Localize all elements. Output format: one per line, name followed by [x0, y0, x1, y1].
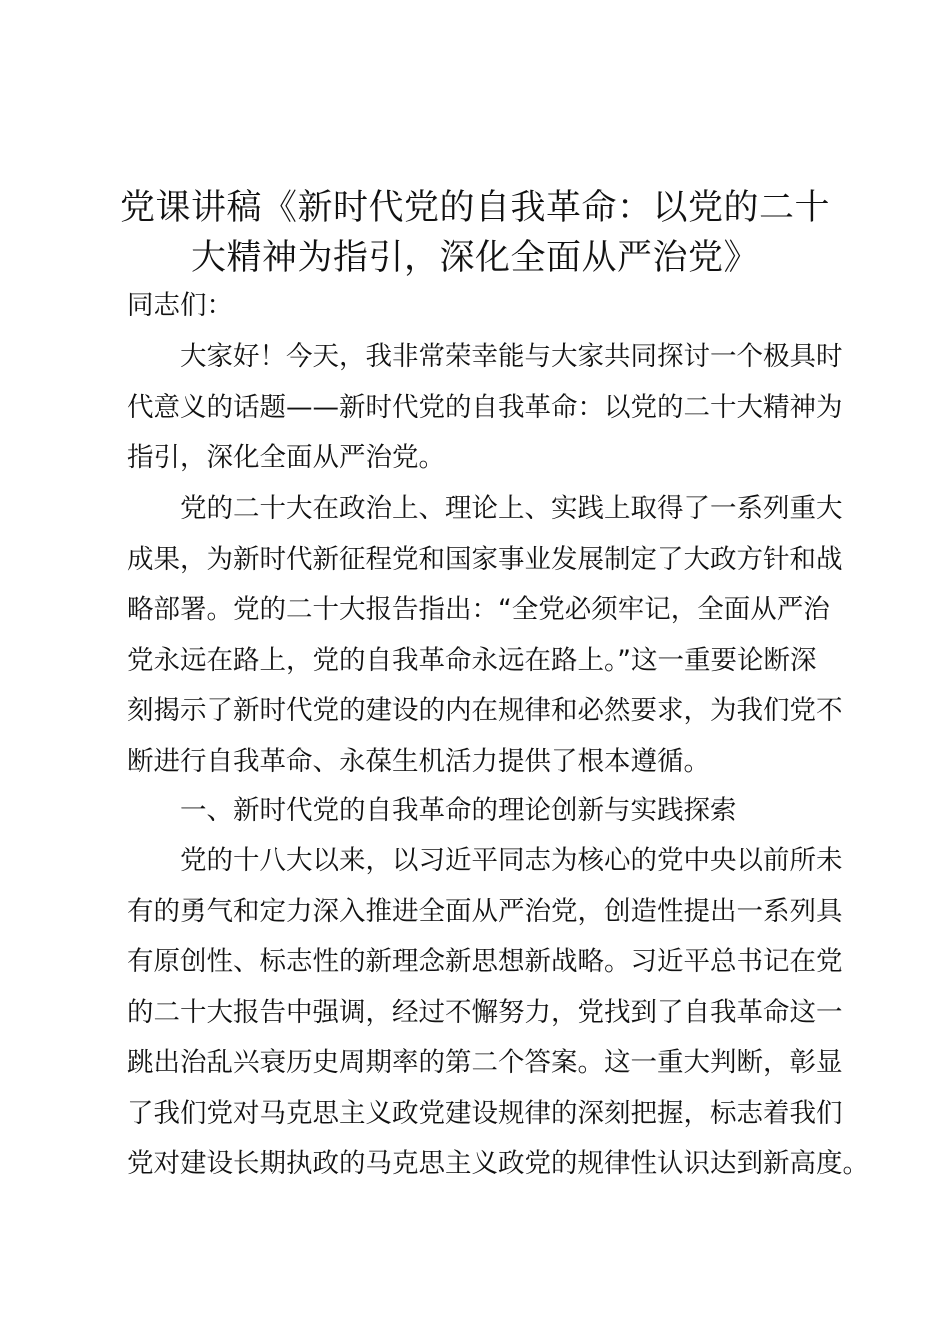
paragraph-line: 党的十八大以来，以习近平同志为核心的党中央以前所未	[180, 845, 843, 876]
paragraph-line: 党永远在路上，党的自我革命永远在路上。”这一重要论断深	[127, 644, 817, 676]
title-line-1: 党课讲稿《新时代党的自我革命：以党的二十	[119, 188, 830, 228]
paragraph-line: 党的二十大在政治上、理论上、实践上取得了一系列重大	[180, 493, 843, 524]
paragraph-line: 指引，深化全面从严治党。	[127, 442, 445, 473]
title-line-2: 大精神为指引，深化全面从严治党》	[190, 238, 759, 278]
paragraph-line: 党对建设长期执政的马克思主义政党的规律性认识达到新高度。	[127, 1148, 869, 1179]
section-heading	[127, 786, 833, 837]
paragraph-line: 略部署。党的二十大报告指出：“全党必须牢记，全面从严治	[127, 594, 830, 625]
paragraph-line: 成果，为新时代新征程党和国家事业发展制定了大政方针和战	[127, 543, 843, 575]
document-title	[110, 183, 840, 283]
paragraph-line: 刻揭示了新时代党的建设的内在规律和必然要求，为我们党不	[127, 695, 843, 726]
paragraph-line: 代意义的话题——新时代党的自我革命：以党的二十大精神为	[127, 391, 843, 423]
paragraph-theory-practice	[127, 836, 869, 1190]
paragraph-line: 有的勇气和定力深入推进全面从严治党，创造性提出一系列具	[127, 895, 843, 927]
paragraph-line: 了我们党对马克思主义政党建设规律的深刻把握，标志着我们	[127, 1097, 843, 1129]
section-heading-text: 一、新时代党的自我革命的理论创新与实践探索	[180, 795, 737, 826]
paragraph-line: 有原创性、标志性的新理念新思想新战略。习近平总书记在党	[127, 946, 843, 977]
paragraph-greeting	[127, 332, 843, 484]
paragraph-line: 大家好！今天，我非常荣幸能与大家共同探讨一个极具时	[180, 341, 843, 372]
paragraph-line: 断进行自我革命、永葆生机活力提供了根本遵循。	[127, 745, 710, 777]
salutation: 同志们：	[127, 290, 233, 321]
paragraph-line: 的二十大报告中强调，经过不懈努力，党找到了自我革命这一	[127, 996, 843, 1028]
paragraph-line: 跳出治乱兴衰历史周期率的第二个答案。这一重大判断，彰显	[127, 1047, 843, 1078]
paragraph-congress-report	[127, 484, 843, 787]
